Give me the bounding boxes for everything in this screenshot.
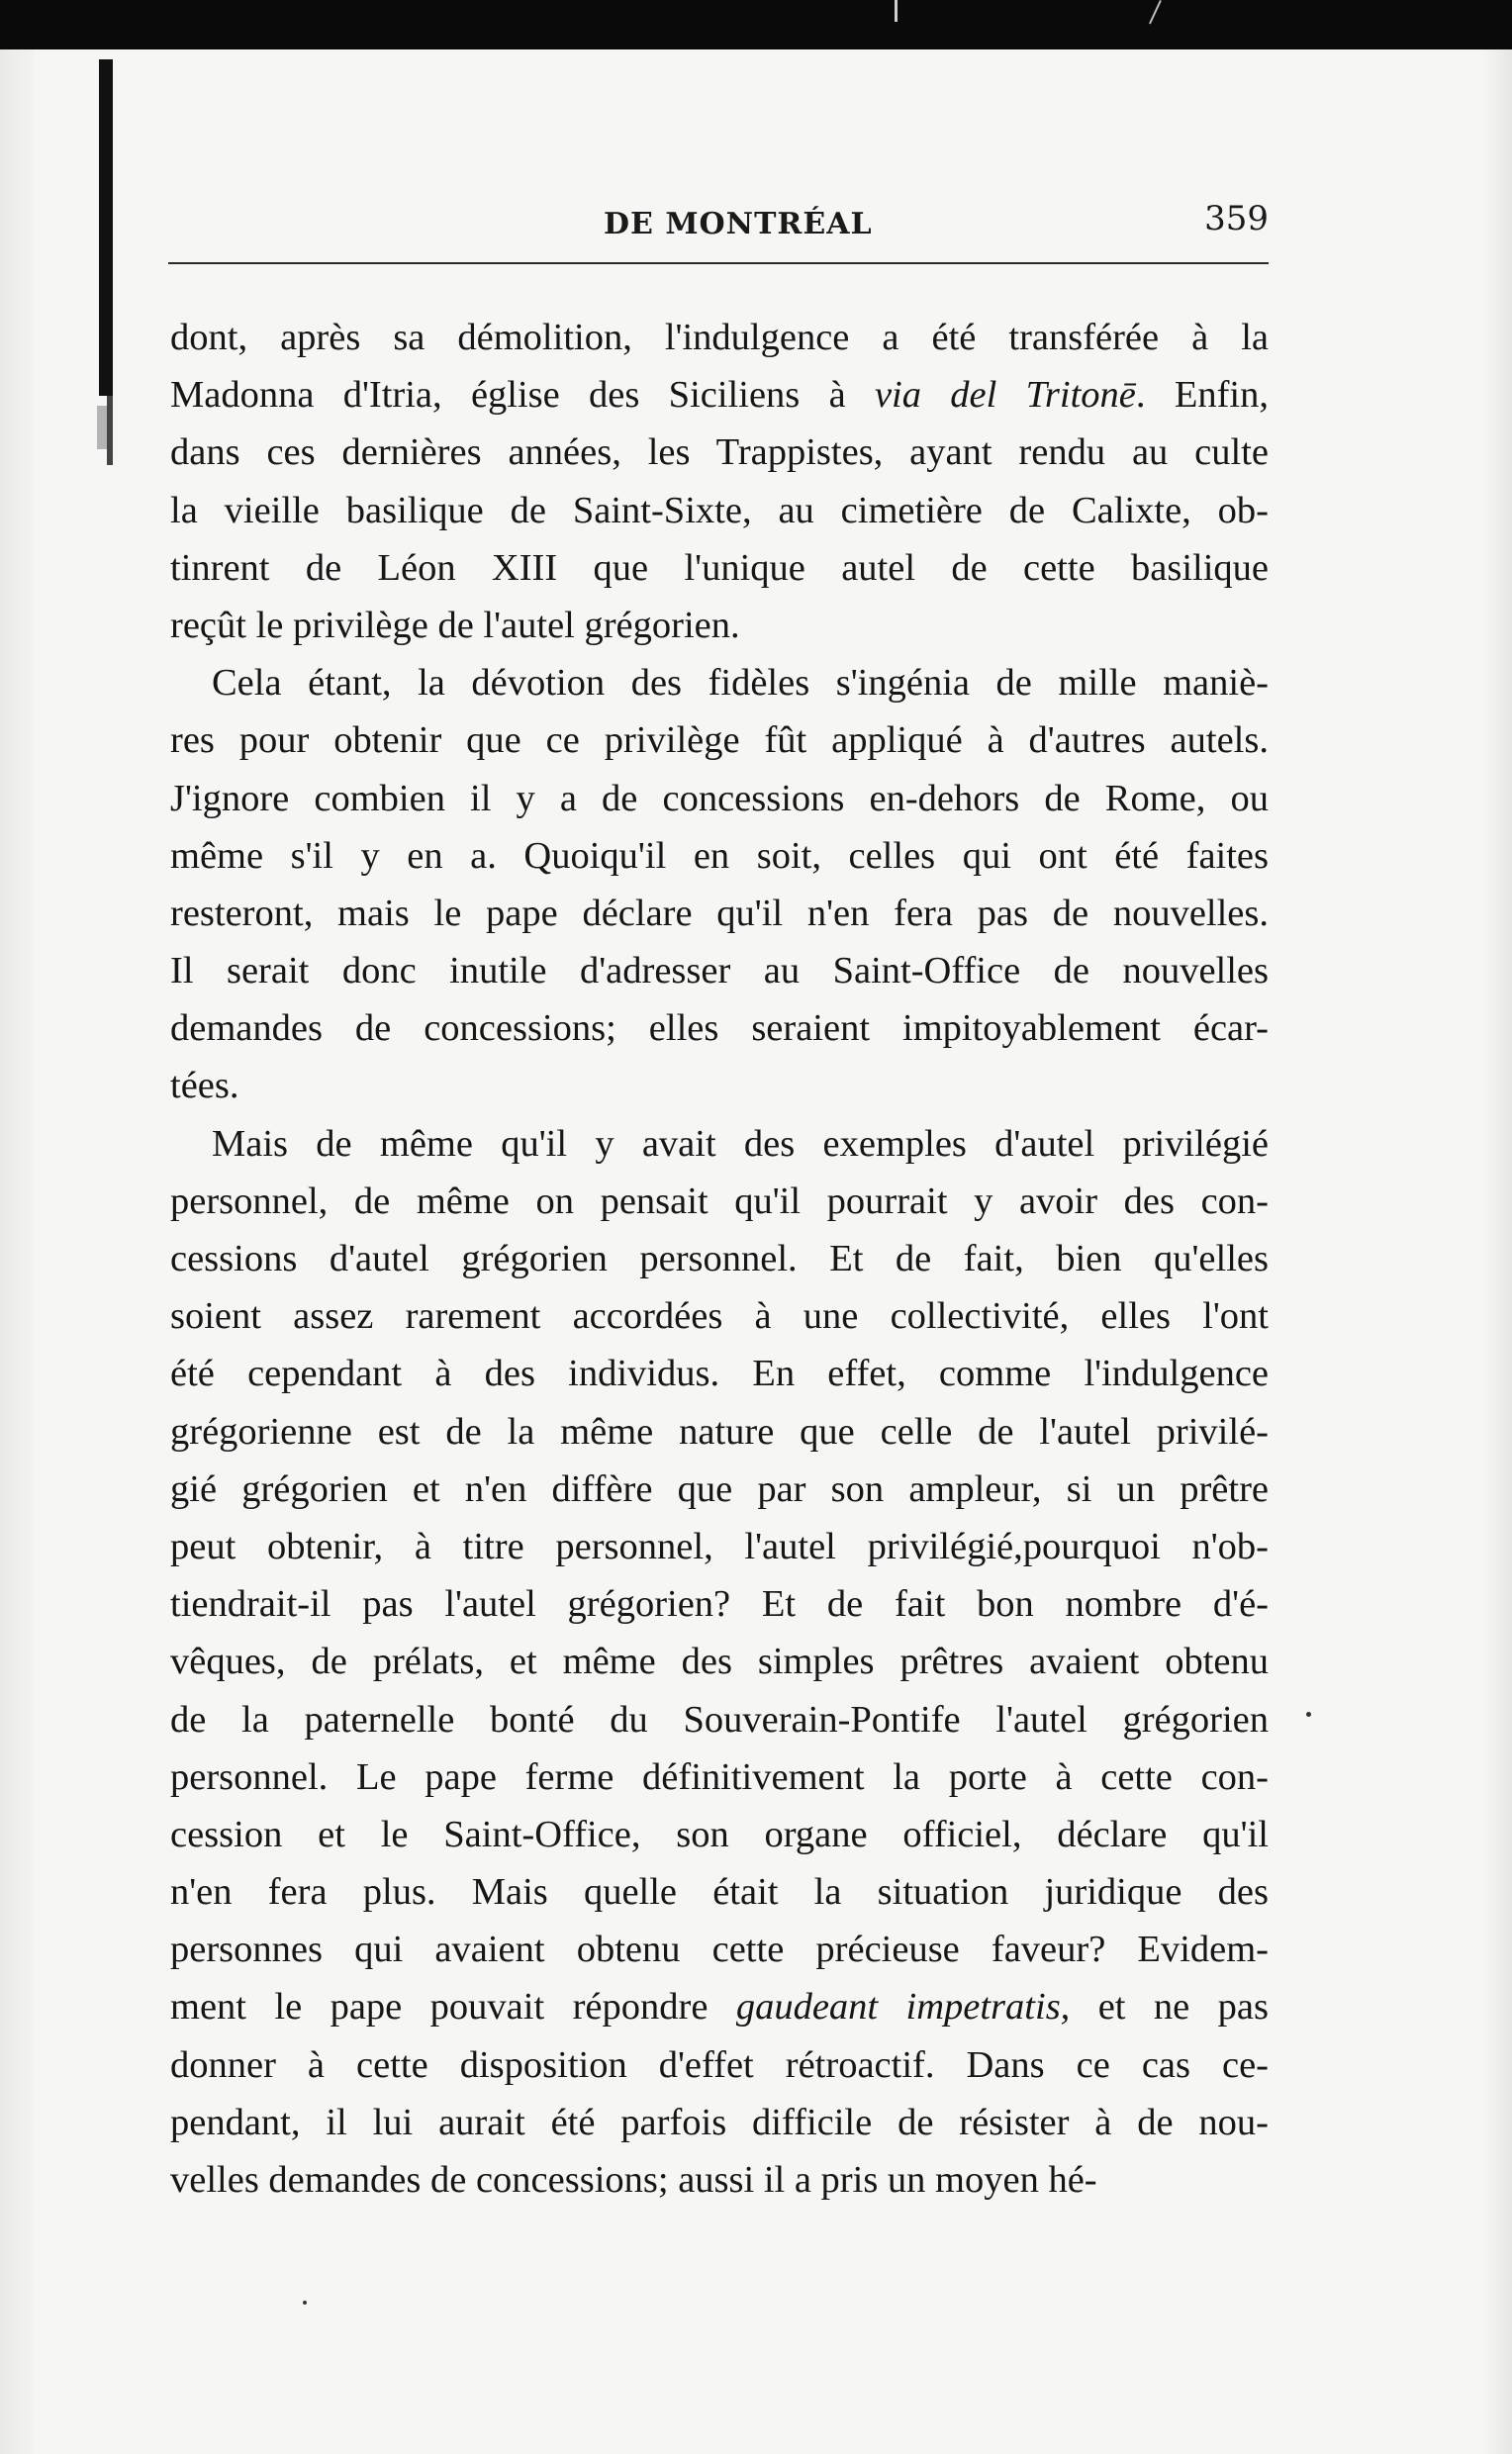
text-line: Mais de même qu'il y avait des exemples d'autel privilégié	[212, 1122, 1269, 1165]
text-line: dans ces dernières années, les Trappistes, ayant rendu au culte	[170, 431, 1269, 474]
text-line: de la paternelle bonté du Souverain-Pontife l'autel grégorien	[170, 1698, 1269, 1741]
text-line: cession et le Saint-Office, son organe officiel, déclare qu'il	[170, 1813, 1269, 1855]
text-line: été cependant à des individus. En effet, comme l'indulgence	[170, 1353, 1269, 1395]
text-line: Il serait donc inutile d'adresser au Saint-Office de nouvelles	[170, 950, 1269, 992]
text-line: donner à cette disposition d'effet rétroactif. Dans ce cas ce-	[170, 2043, 1269, 2086]
text-line: même s'il y en a. Quoiqu'il en soit, celles qui ont été faites	[170, 834, 1269, 877]
text-line: reçût le privilège de l'autel grégorien.	[170, 604, 740, 646]
text-line: peut obtenir, à titre personnel, l'autel privilégié,pourquoi n'ob-	[170, 1525, 1269, 1567]
text-line: personnes qui avaient obtenu cette précieuse faveur? Evidem-	[170, 1929, 1269, 1971]
text-line: cessions d'autel grégorien personnel. Et de fait, bien qu'elles	[170, 1238, 1269, 1279]
text-line: dont, après sa démolition, l'indulgence a été transférée à la	[170, 317, 1269, 358]
text-line: J'ignore combien il y a de concessions en-dehors de Rome, ou	[170, 777, 1269, 819]
paragraph	[170, 654, 1269, 1115]
text-line: Madonna d'Itria, église des Siciliens à via del Tritonē. Enfin,	[170, 374, 1269, 417]
header-rule	[168, 262, 1269, 264]
paragraphs	[170, 309, 1269, 2209]
text-line: pendant, il lui aurait été parfois difficile de résister à de nou-	[170, 2101, 1269, 2143]
binding-shadow	[99, 59, 113, 396]
body-text	[170, 309, 1269, 2209]
text-line: vêques, de prélats, et même des simples prêtres avaient obtenu	[170, 1641, 1269, 1683]
text-line: tées.	[170, 1065, 239, 1107]
text-line: demandes de concessions; elles seraient impitoyablement écar-	[170, 1007, 1269, 1050]
text-line: velles demandes de concessions; aussi il a pris un moyen hé-	[170, 2159, 1097, 2201]
binding-shadow-lower	[107, 396, 113, 465]
text-line: n'en fera plus. Mais quelle était la situation juridique des	[170, 1871, 1269, 1914]
text-line: soient assez rarement accordées à une collectivité, elles l'ont	[170, 1295, 1269, 1338]
text-line: personnel, de même on pensait qu'il pourrait y avoir des con-	[170, 1180, 1269, 1222]
text-line: tiendrait-il pas l'autel grégorien? Et de fait bon nombre d'é-	[170, 1583, 1269, 1626]
scan-speck	[1306, 1712, 1311, 1717]
binding-gutter	[0, 49, 34, 2454]
text-line: res pour obtenir que ce privilège fût appliqué à d'autres autels.	[170, 719, 1269, 762]
scan-artifact-tick	[895, 0, 898, 22]
scan-artifact-slash	[1149, 0, 1162, 24]
page-edge-shadow	[1482, 49, 1512, 2454]
running-title: DE MONTRÉAL	[604, 207, 873, 241]
text-line: tinrent de Léon XIII que l'unique autel de cette basilique	[170, 546, 1269, 589]
text-line: Cela étant, la dévotion des fidèles s'ingénia de mille maniè-	[212, 662, 1269, 705]
book-page	[0, 49, 1512, 2454]
text-line: resteront, mais le pape déclare qu'il n'en fera pas de nouvelles.	[170, 892, 1269, 934]
binding-mark	[97, 406, 107, 449]
text-line: gié grégorien et n'en diffère que par son ampleur, si un prêtre	[170, 1467, 1269, 1510]
paragraph	[170, 309, 1269, 654]
scan-speck	[303, 2301, 307, 2305]
paragraph	[170, 1115, 1269, 2210]
page-number: 359	[1204, 199, 1269, 238]
text-line: personnel. Le pape ferme définitivement la porte à cette con-	[170, 1755, 1269, 1798]
running-head	[168, 193, 1269, 252]
text-line: ment le pape pouvait répondre gaudeant impetratis, et ne pas	[170, 1986, 1269, 2029]
text-line: la vieille basilique de Saint-Sixte, au cimetière de Calixte, ob-	[170, 489, 1269, 531]
scan-top-band	[0, 0, 1512, 49]
text-line: grégorienne est de la même nature que celle de l'autel privilé-	[170, 1410, 1269, 1453]
